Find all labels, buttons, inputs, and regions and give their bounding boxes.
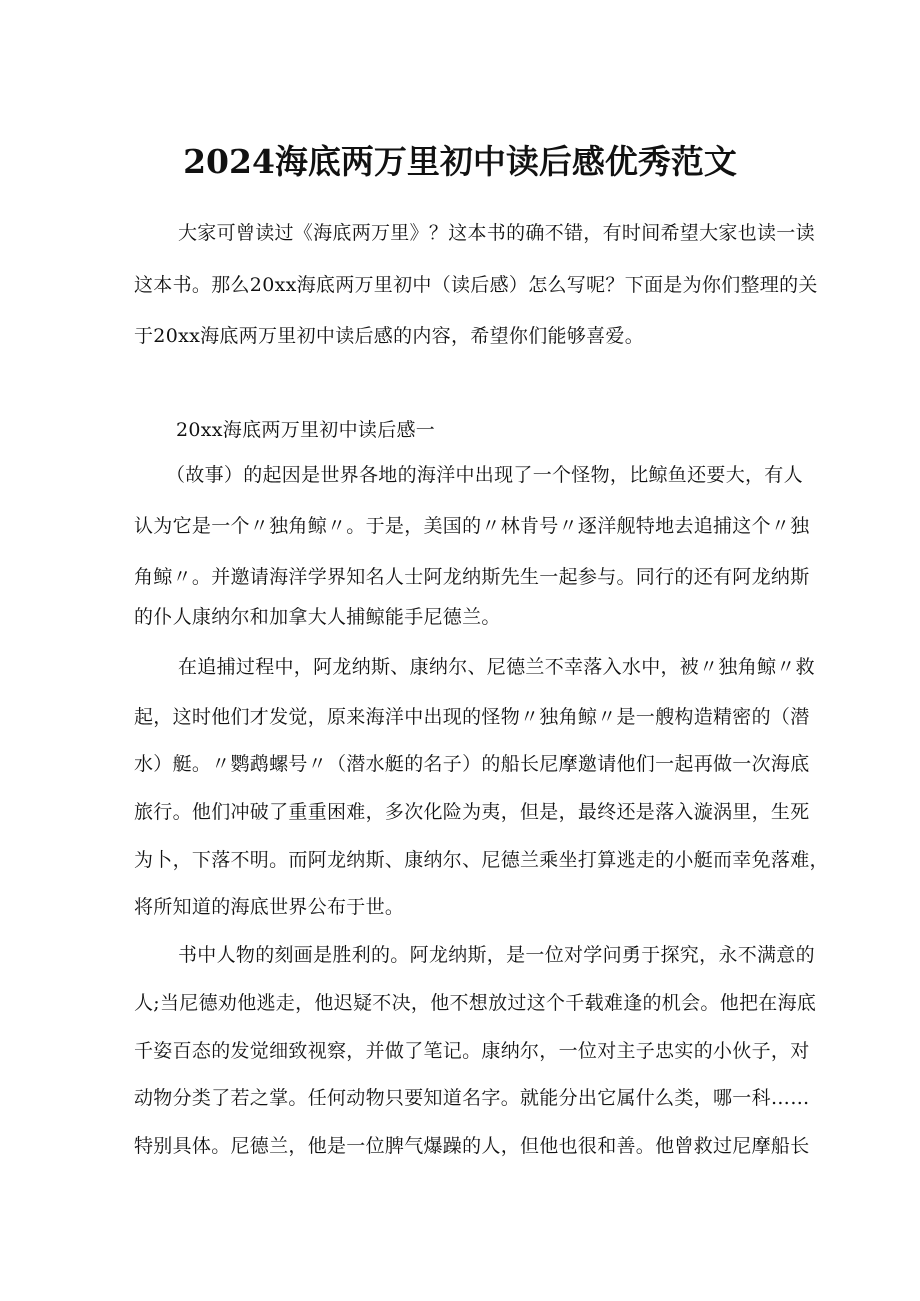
paragraph3-line-2: 人;当尼德劝他逃走，他迟疑不决，他不想放过这个千载难逢的机会。他把在海底 — [134, 992, 817, 1014]
paragraph2-line-4: 旅行。他们冲破了重重困难，多次化险为夷，但是，最终还是落入漩涡里，生死 — [134, 801, 810, 823]
paragraph2-line-6: 将所知道的海底世界公布于世。 — [134, 896, 405, 918]
intro-line-3: 于20xx海底两万里初中读后感的内容，希望你们能够喜爱。 — [134, 325, 645, 347]
paragraph3-line-4: 动物分类了若之掌。任何动物只要知道名字。就能分出它属什么类，哪一科…… — [134, 1087, 810, 1109]
paragraph3-line-3: 千姿百态的发觉细致视察，并做了笔记。康纳尔，一位对主子忠实的小伙子，对 — [134, 1040, 810, 1062]
paragraph2-line-1: 在追捕过程中，阿龙纳斯、康纳尔、尼德兰不幸落入水中，被〃独角鲸〃救 — [178, 656, 815, 678]
paragraph1-line-4: 的仆人康纳尔和加拿大人捕鲸能手尼德兰。 — [134, 606, 501, 628]
intro-line-2: 这本书。那么20xx海底两万里初中（读后感）怎么写呢？下面是为你们整理的关 — [134, 274, 818, 296]
paragraph1-line-1: （故事）的起因是世界各地的海洋中出现了一个怪物，比鲸鱼还要大，有人 — [166, 464, 803, 486]
paragraph1-line-3: 角鲸〃。并邀请海洋学界知名人士阿龙纳斯先生一起参与。同行的还有阿龙纳斯 — [134, 566, 810, 588]
paragraph2-line-3: 水）艇。〃鹦鹉螺号〃（潜水艇的名子）的船长尼摩邀请他们一起再做一次海底 — [134, 753, 810, 775]
paragraph3-line-1: 书中人物的刻画是胜利的。阿龙纳斯，是一位对学问勇于探究，永不满意的 — [178, 944, 815, 966]
paragraph2-line-2: 起，这时他们才发觉，原来海洋中出现的怪物〃独角鲸〃是一艘构造精密的（潜 — [134, 706, 810, 728]
paragraph1-line-2: 认为它是一个〃独角鲸〃。于是，美国的〃林肯号〃逐洋舰特地去追捕这个〃独 — [134, 515, 810, 537]
intro-line-1: 大家可曾读过《海底两万里》？这本书的确不错，有时间希望大家也读一读 — [178, 222, 815, 244]
document-title: 2024海底两万里初中读后感优秀范文 — [183, 142, 737, 181]
paragraph2-line-5: 为卜，下落不明。而阿龙纳斯、康纳尔、尼德兰乘坐打算逃走的小艇而幸免落难， — [134, 849, 829, 871]
paragraph3-line-5: 特别具体。尼德兰，他是一位脾气爆躁的人，但他也很和善。他曾救过尼摩船长 — [134, 1135, 810, 1157]
section-heading: 20xx海底两万里初中读后感一 — [176, 419, 436, 441]
